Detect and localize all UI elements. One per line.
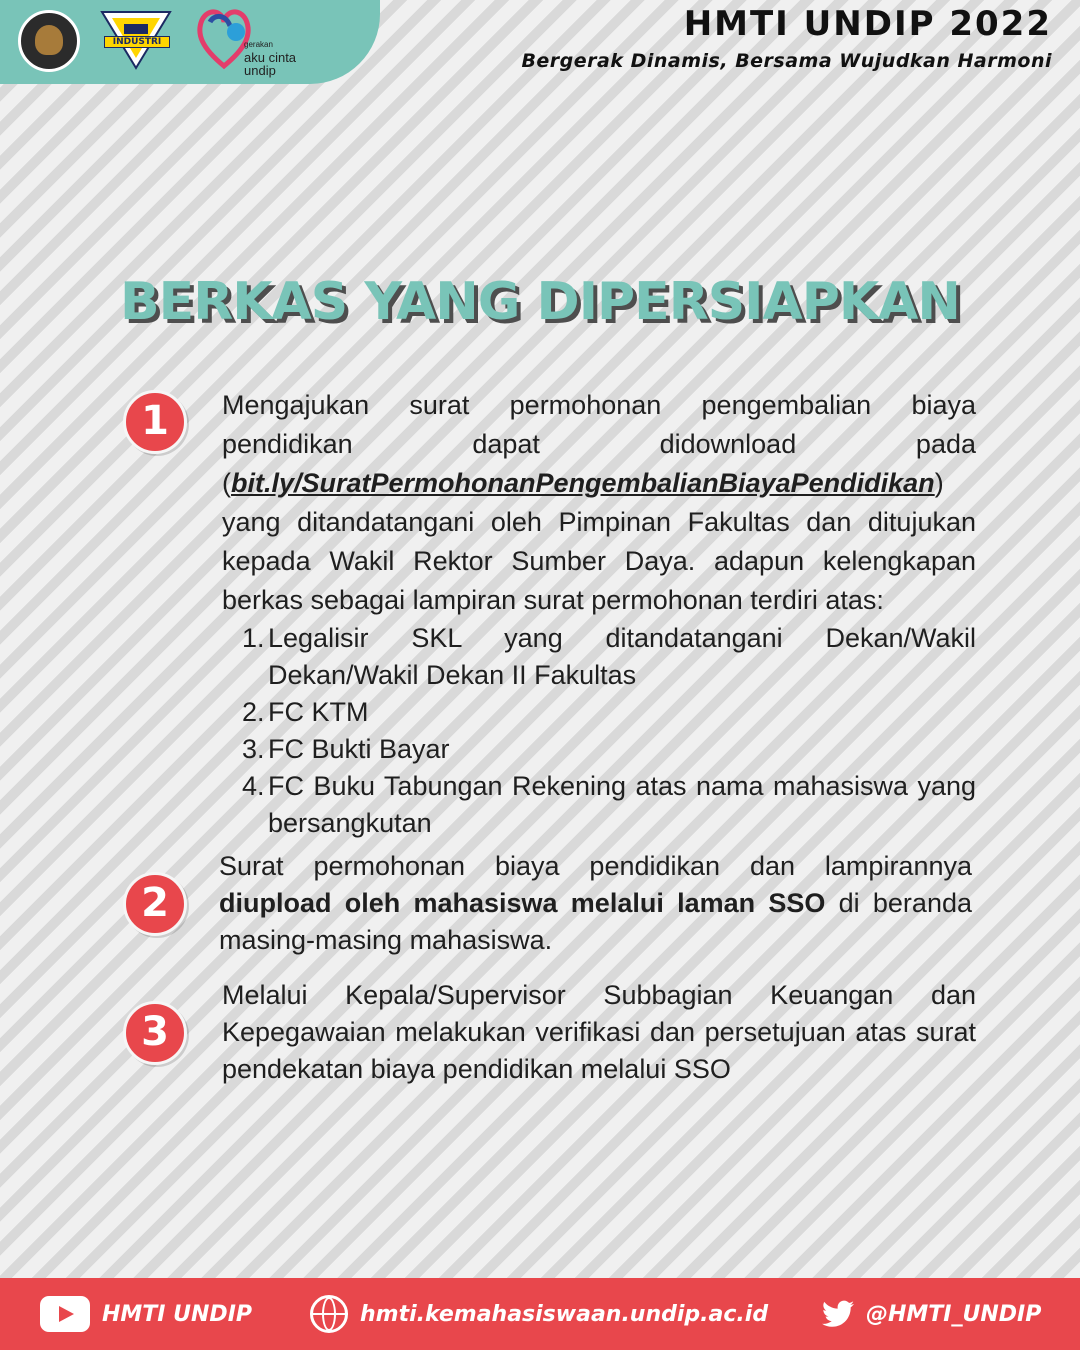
list-item: 2. FC KTM <box>242 697 369 727</box>
page-title: BERKAS YANG DIPERSIAPKAN <box>120 272 960 332</box>
attachment-list <box>222 620 976 842</box>
logo-bar <box>0 0 380 84</box>
footer-website[interactable]: hmti.kemahasiswaan.undip.ac.id <box>310 1278 768 1350</box>
step-1-number-badge: 1 <box>123 390 187 454</box>
list-item: 3. FC Bukti Bayar <box>242 734 450 764</box>
step-1-paragraph: Mengajukan surat permohonan pengembalian biaya pendidikan dapat didownload pada (bit.ly/SuratPermohonanPengembalianBiayaPendidikan) yang ditandatangani oleh Pimpinan Fakultas dan ditujukan kepada Wakil Rektor Sumber Daya. adapun kelengkapan berkas sebagai lampiran surat permohonan terdiri atas: <box>222 390 976 615</box>
step-3-number-badge: 3 <box>123 1001 187 1065</box>
undip-logo <box>18 10 80 72</box>
industri-logo-text: INDUSTRI <box>104 36 170 48</box>
list-item: 4. FC Buku Tabungan Rekening atas nama mahasiswa yang bersangkutan <box>242 771 976 838</box>
step-1-content <box>222 386 976 842</box>
aku-cinta-undip-text: gerakan aku cinta undip <box>244 40 297 78</box>
footer-youtube[interactable]: HMTI UNDIP <box>40 1278 252 1350</box>
footer <box>0 1278 1080 1350</box>
twitter-icon <box>822 1300 854 1328</box>
download-link[interactable]: bit.ly/SuratPermohonanPengembalianBiayaPendidikan <box>231 468 935 498</box>
header-subtitle: Bergerak Dinamis, Bersama Wujudkan Harmoni <box>521 50 1052 72</box>
step-3-content: Melalui Kepala/Supervisor Subbagian Keuangan dan Kepegawaian melakukan verifikasi dan persetujuan atas surat pendekatan biaya pendidikan melalui SSO <box>222 980 976 1084</box>
header-title: HMTI UNDIP 2022 <box>683 4 1052 44</box>
footer-twitter[interactable]: @HMTI_UNDIP <box>822 1278 1041 1350</box>
list-item: 1. Legalisir SKL yang ditandatangani Dekan/Wakil Dekan/Wakil Dekan II Fakultas <box>242 623 976 690</box>
youtube-icon <box>40 1296 90 1332</box>
globe-icon <box>310 1295 348 1333</box>
step-2-number-badge: 2 <box>123 872 187 936</box>
step-2-content: Surat permohonan biaya pendidikan dan lampirannya diupload oleh mahasiswa melalui laman SSO di beranda masing-masing mahasiswa. <box>219 851 972 955</box>
